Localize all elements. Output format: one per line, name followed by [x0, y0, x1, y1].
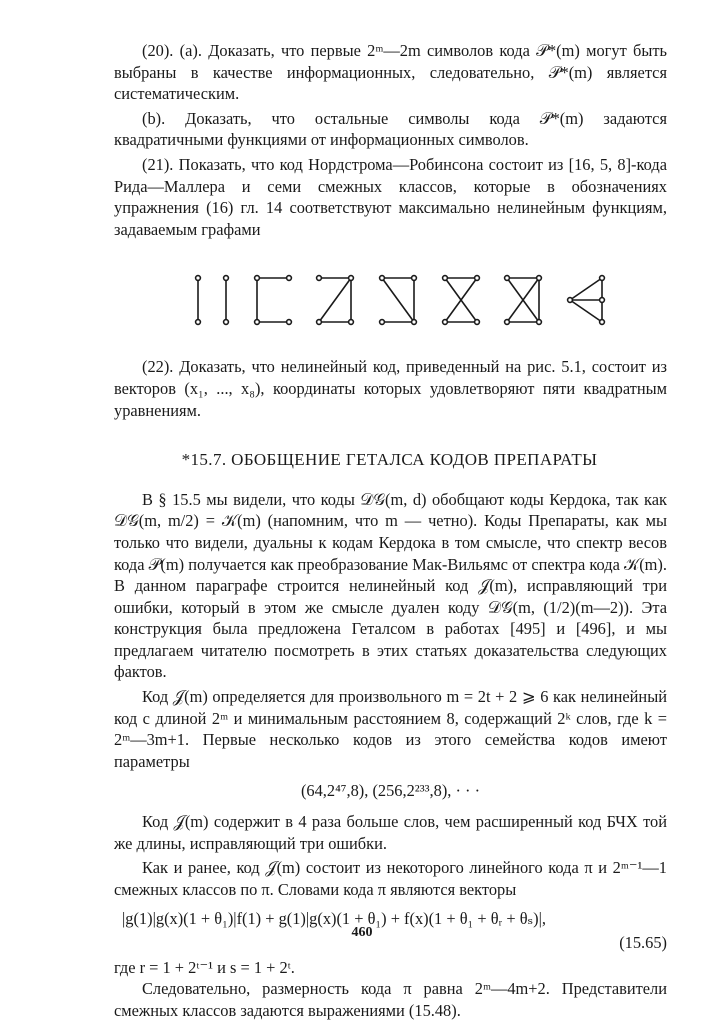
z-graph-icon — [313, 270, 357, 330]
x-graph-icon — [439, 270, 483, 330]
where-line: где r = 1 + 2ᵗ⁻¹ и s = 1 + 2ᵗ. — [114, 957, 295, 977]
section-paragraph-1: В § 15.5 мы видели, что коды 𝒟𝒢(m, d) обобщают коды Кердока, так как 𝒟𝒢(m, m/2) = 𝒦(m) (напомним, что m — четно). Коды Препараты, как мы только что видели, дуальны к кодам Кердока в том смысле, что спектр весов кода 𝒫(m) получается как преобразование Мак-Вильямс от спектра кода 𝒦(m). В данном параграфе строится нелинейный код 𝒥(m), исправляющий три ошибки, который в этом же смысле дуален коду 𝒟𝒢(m, (1/2)(m—2)). Эта конструкция была предложена Геталсом в работах [495] и [496], и мы предлагаем читателю посмотреть в этих статьях доказательства следующих фактов. — [114, 489, 667, 682]
paragraph-linear-code: Как и ранее, код 𝒥(m) состоит из некоторого линейного кода π и 2ᵐ⁻¹—1 смежных классов по π. Словами кода π являются векторы — [114, 858, 667, 899]
exercise-20b: (b). Доказать, что остальные символы кода 𝒫*(m) задаются квадратичными функциями от информационных символов. — [114, 108, 667, 150]
paragraph-bch: Код 𝒥(m) содержит в 4 раза больше слов, чем расширенный код БЧХ той же длины, исправляющий три ошибки. — [114, 812, 667, 853]
section-paragraph-2: Код 𝒥(m) определяется для произвольного m = 2t + 2 ⩾ 6 как нелинейный код с длиной 2ᵐ и минимальным расстоянием 8, содержащий 2ᵏ слов, где k = 2ᵐ—3m+1. Первые несколько кодов из этого семейства кодов имеют параметры — [114, 687, 667, 771]
page-body — [114, 40, 667, 1021]
codeword-formula: |g(1)|g(x)(1 + θ₁)|f(1) + g(1)|g(x)(1 + θ₁) + f(x)(1 + θ₁ + θᵣ + θₛ)|, — [122, 909, 546, 929]
bracket-graph-icon — [251, 270, 295, 330]
hourglass-graph-icon — [501, 270, 545, 330]
params-formula: (64,2⁴⁷,8), (256,2²³³,8), · · · — [300, 781, 481, 801]
equation-number: (15.65) — [619, 933, 667, 952]
page-number: 460 — [351, 925, 373, 940]
exercise-21: (21). Показать, что код Нордстрома—Робинсона состоит из [16, 5, 8]-кода Рида—Маллера и семи смежных классов, которые в обозначениях упражнения (16) гл. 14 соответствуют максимально нелинейным функциям, задаваемым графами — [114, 154, 667, 239]
final-paragraph: Следовательно, размерность кода π равна 2ᵐ—4m+2. Представители смежных классов задаются выражениями (15.48). — [114, 979, 667, 1020]
envelope-graph-icon — [564, 270, 608, 330]
graph-figures — [192, 270, 608, 330]
section-title: *15.7. ОБОБЩЕНИЕ ГЕТАЛСА КОДОВ ПРЕПАРАТЫ — [181, 450, 598, 470]
exercise-20a: (20). (a). Доказать, что первые 2ᵐ—2m символов кода 𝒫*(m) могут быть выбраны в качестве информационных, следовательно, 𝒫*(m) является систематическим. — [114, 41, 667, 104]
exercise-22: (22). Доказать, что нелинейный код, приведенный на рис. 5.1, состоит из векторов (x₁, ..., x₈), координаты которых удовлетворяют пяти квадратным уравнениям. — [114, 357, 667, 420]
reverse-z-graph-icon — [376, 270, 420, 330]
two-edges-graph-icon — [192, 270, 232, 330]
